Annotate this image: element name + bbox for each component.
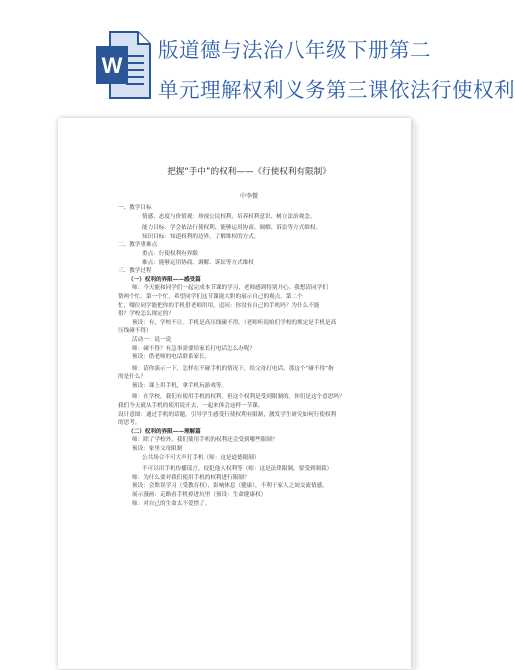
- document-line: 我们今天就从手机的使用说开去，一起来体会这样一节课。: [118, 403, 264, 410]
- document-author: 中李微: [239, 193, 258, 200]
- document-line: 能力目标：学会依法行使权利、能够运用协商、调解、诉讼等方式维权。: [142, 225, 322, 232]
- document-lines: [118, 204, 380, 508]
- svg-text:W: W: [101, 53, 123, 78]
- document-line: （一）权利的界限——感受篇: [128, 276, 201, 283]
- document-line: 压线碰不得）: [118, 328, 152, 335]
- document-line: 师：为什么要对我们使用手机的权利进行限制？: [132, 474, 250, 481]
- document-line: 预设：有，学校不让。手机是高压线碰不得。（老师听说咱们学校的规定是手机是高: [132, 319, 337, 326]
- document-line: 忙，哪位同学能把你的手机借老师用用。追问：你没有自己的手机吗？为什么不能: [118, 302, 320, 309]
- document-line: 的是什么？: [118, 374, 146, 381]
- document-line: 重点：行使权利有界限: [142, 250, 198, 257]
- document-line: 帮两个忙。第一个忙，希望同学们这节课能大胆的展示自己的观点。第二个: [118, 293, 303, 300]
- document-body: [118, 165, 380, 508]
- page-title: [158, 30, 515, 110]
- document-line: 预设：借老师的电话联系家长。: [132, 354, 211, 361]
- document-line: （二）权利的界限——理解篇: [128, 428, 201, 435]
- document-line: 师：除了学校外，我们使用手机的权利还会受到哪些限制？: [132, 437, 278, 444]
- page-title-line-2: 单元理解权利义务第三课依法行使权利: [158, 78, 515, 102]
- word-document-icon: [96, 30, 152, 100]
- document-line: 情感、态度与价值观：珍视公民权利、培养权利意识、树立法治观念。: [142, 213, 316, 220]
- document-title: 把握“手中”的权利——《行使权利有限制》: [167, 167, 331, 177]
- document-line: 的思考。: [118, 420, 141, 427]
- document-line: 预设：家里父母限制: [132, 446, 183, 453]
- document-line: 师：在学校，我们有使用手机的权利，但这个权利是受到限制的，你们是这个意思吗？: [132, 394, 345, 401]
- document-line: 预设：课上用手机，拿手机玩游戏等。: [132, 382, 228, 389]
- document-line: 二、教学重难点: [118, 242, 158, 249]
- document-line: 三、教学过程: [118, 268, 152, 275]
- document-line: 知识目标：知道权利的边界，了解维权的方式。: [142, 233, 260, 240]
- document-line: 师：今天能和同学们一起完成本节课的学习，老师感到特别开心。我想请同学们: [132, 285, 328, 292]
- document-line: 难点：能够运用协商、调解、诉讼等方式维权: [142, 259, 254, 266]
- document-page[interactable]: [58, 118, 411, 669]
- document-line: 预设：会欺误学习（受教育权），影响休息（健康），不利于家人之间交流情感。: [132, 483, 328, 490]
- document-line: 师：对自己的生命太不爱惜了。: [132, 500, 211, 507]
- document-line: 设计意图：通过手机的话题，引导学生感受行使权利有限制，激发学生研究如何行使权利: [118, 411, 337, 418]
- document-line: 公共场合不可大声打手机（师：这是道德限制）: [142, 454, 260, 461]
- document-line: 不可以用手机传播谣言，侵犯他人权利等（师：这是法律限制，要受到制裁）: [142, 466, 333, 473]
- document-line: 展示漫画：走路看手机掉进坑里（预设：生命健康权）: [132, 492, 267, 498]
- document-line: 活动一：说一说: [132, 336, 172, 343]
- document-line: 一、教学目标: [118, 205, 152, 211]
- document-line: 借？学校怎么规定的？: [118, 311, 174, 318]
- document-line: 师：请你演示一下，怎样在不碰手机的情况下，给父母打电话。那这个“碰不得”指: [132, 365, 334, 372]
- page-title-line-1: 版道德与法治八年级下册第二: [158, 38, 431, 62]
- document-line: 师：碰不得？有急事需要给家长打电话怎么办呢？: [132, 345, 256, 352]
